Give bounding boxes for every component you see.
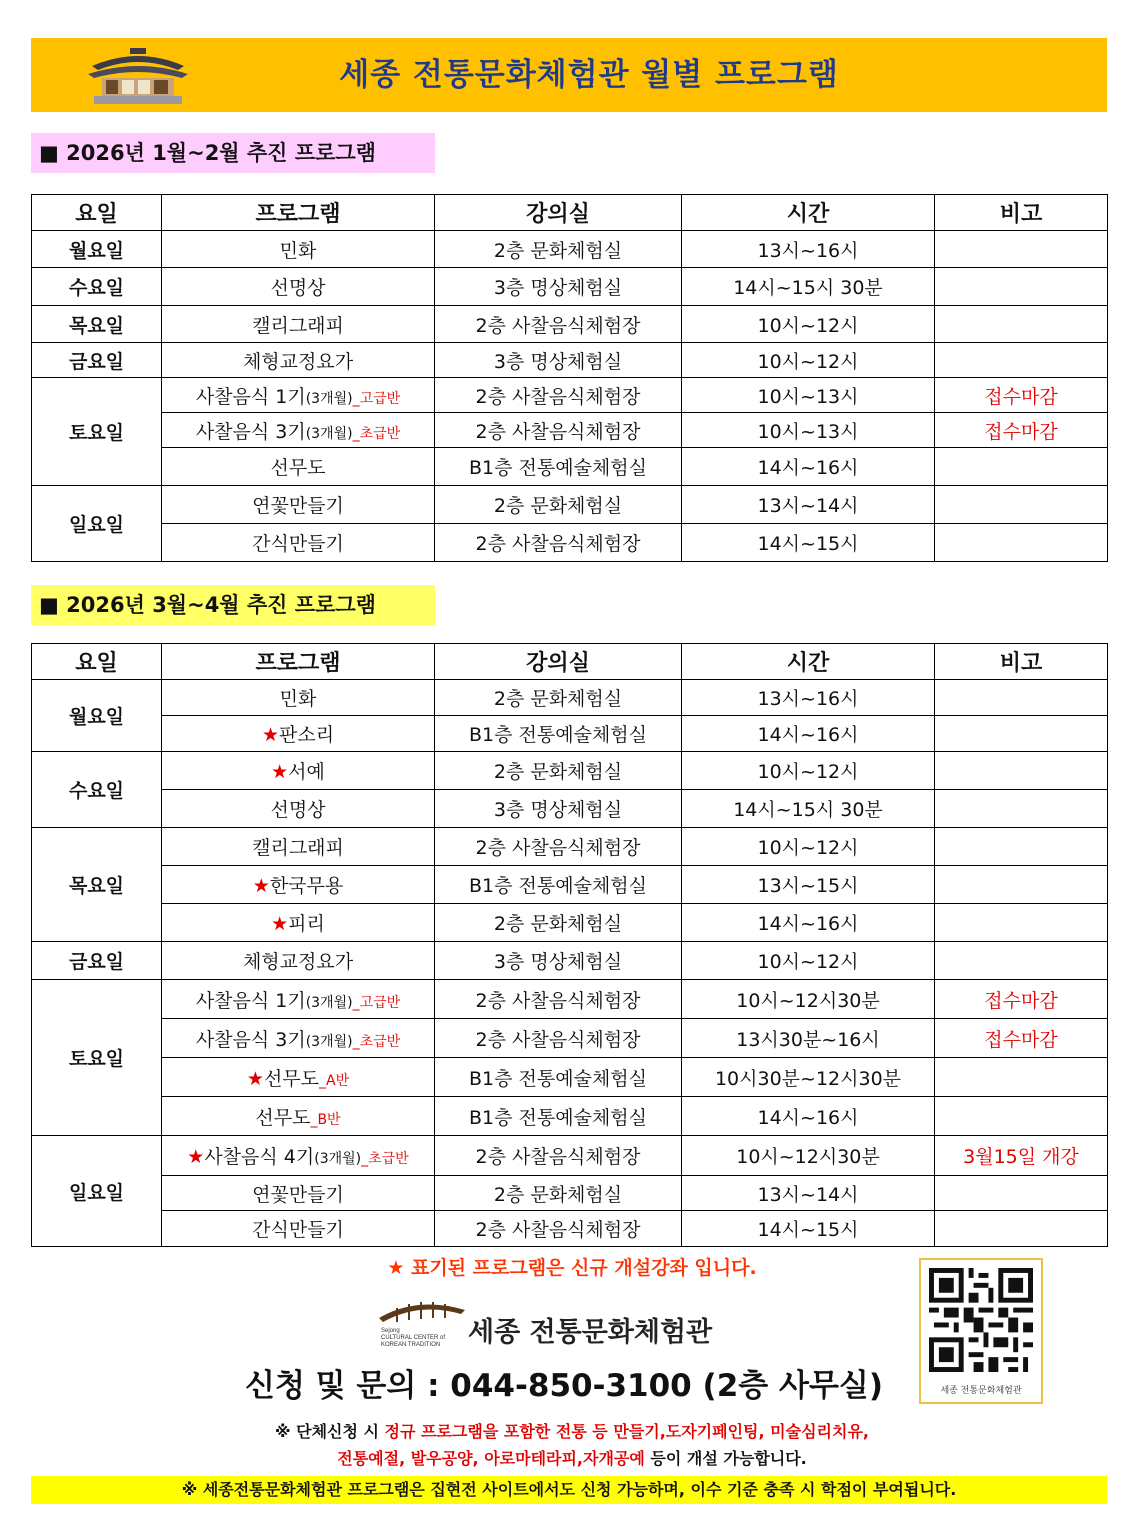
program-cell: 간식만들기 — [162, 524, 435, 562]
time-cell: 14시~16시 — [682, 1097, 935, 1136]
table-row — [32, 866, 1108, 904]
note-cell: 3월15일 개강 — [935, 1136, 1108, 1176]
table-header-row — [32, 644, 1108, 680]
time-cell: 14시~16시 — [682, 448, 935, 486]
day-cell: 토요일 — [32, 980, 162, 1136]
note-cell — [935, 1097, 1108, 1136]
note-cell — [935, 790, 1108, 828]
note-cell — [935, 343, 1108, 378]
time-cell: 10시~12시 — [682, 306, 935, 343]
logo-name: 세종 전통문화체험관 — [468, 1317, 713, 1348]
section1-title: ■ 2026년 1월~2월 추진 프로그램 — [31, 133, 435, 173]
day-cell: 토요일 — [32, 378, 162, 486]
room-cell: B1층 전통예술체험실 — [435, 866, 682, 904]
table-row — [32, 343, 1108, 378]
note-cell — [935, 866, 1108, 904]
logo-en-line3: KOREAN TRADITION — [381, 1342, 441, 1348]
program-cell — [162, 1019, 435, 1058]
program-duration: (3개월) — [305, 425, 353, 442]
day-cell: 수요일 — [32, 268, 162, 306]
program-cell: 연꽃만들기 — [162, 486, 435, 524]
col-header: 비고 — [935, 195, 1108, 231]
program-cell — [162, 378, 435, 413]
logo-en-line1: Sejong — [381, 1328, 400, 1334]
table-row — [32, 790, 1108, 828]
program-cell — [162, 1097, 435, 1136]
col-header: 비고 — [935, 644, 1108, 680]
table-row — [32, 942, 1108, 980]
qr-code[interactable] — [919, 1258, 1043, 1404]
note-cell — [935, 306, 1108, 343]
schedule-table-jan-feb — [31, 194, 1108, 562]
program-duration: (3개월) — [305, 994, 353, 1011]
room-cell: 2층 문화체험실 — [435, 680, 682, 716]
program-cell — [162, 904, 435, 942]
col-header: 요일 — [32, 644, 162, 680]
program-name: 피리 — [288, 913, 325, 935]
table-header-row — [32, 195, 1108, 231]
time-cell: 14시~16시 — [682, 716, 935, 752]
room-cell: B1층 전통예술체험실 — [435, 448, 682, 486]
day-cell: 일요일 — [32, 486, 162, 562]
program-level: _고급반 — [352, 390, 401, 407]
program-cell: 선명상 — [162, 790, 435, 828]
program-name: 서예 — [288, 761, 325, 783]
room-cell: B1층 전통예술체험실 — [435, 716, 682, 752]
new-star-icon: ★ — [261, 724, 279, 746]
note-cell — [935, 942, 1108, 980]
time-cell: 10시~12시 — [682, 343, 935, 378]
group-note-highlight2: 전통예절, 발우공양, 아로마테라피,자개공예 — [337, 1449, 645, 1468]
col-header: 요일 — [32, 195, 162, 231]
table-row — [32, 904, 1108, 942]
note-cell — [935, 268, 1108, 306]
program-cell: 캘리그래피 — [162, 828, 435, 866]
program-duration: (3개월) — [314, 1151, 362, 1167]
new-star-icon: ★ — [252, 875, 270, 897]
program-cell: 연꽃만들기 — [162, 1176, 435, 1211]
program-level: _초급반 — [352, 1033, 401, 1050]
table-row — [32, 268, 1108, 306]
time-cell: 10시~13시 — [682, 413, 935, 448]
time-cell: 14시~16시 — [682, 904, 935, 942]
table-row — [32, 1019, 1108, 1058]
col-header: 시간 — [682, 195, 935, 231]
note-cell — [935, 904, 1108, 942]
table-row — [32, 448, 1108, 486]
contact-line: 신청 및 문의 : 044-850-3100 (2층 사무실) — [245, 1368, 884, 1404]
program-level: _B반 — [310, 1111, 341, 1128]
program-cell — [162, 980, 435, 1019]
day-cell: 월요일 — [32, 680, 162, 752]
qr-caption: 세종 전통문화체험관 — [940, 1386, 1022, 1396]
time-cell: 13시~14시 — [682, 486, 935, 524]
table-row — [32, 1176, 1108, 1211]
table-row — [32, 378, 1108, 413]
program-cell: 체형교정요가 — [162, 343, 435, 378]
room-cell: 2층 사찰음식체험장 — [435, 1136, 682, 1176]
program-cell — [162, 716, 435, 752]
table-row — [32, 1058, 1108, 1097]
table-row — [32, 486, 1108, 524]
room-cell: 2층 사찰음식체험장 — [435, 1211, 682, 1247]
time-cell: 13시30분~16시 — [682, 1019, 935, 1058]
program-cell — [162, 752, 435, 790]
room-cell: 2층 사찰음식체험장 — [435, 524, 682, 562]
new-star-icon: ★ — [187, 1146, 205, 1168]
col-header: 프로그램 — [162, 644, 435, 680]
room-cell: 2층 사찰음식체험장 — [435, 980, 682, 1019]
note-cell — [935, 486, 1108, 524]
time-cell: 10시~12시 — [682, 942, 935, 980]
new-star-icon: ★ — [246, 1067, 264, 1090]
logo-en-line2: CULTURAL CENTER of — [381, 1335, 446, 1341]
page-title: 세종 전통문화체험관 월별 프로그램 — [339, 57, 839, 93]
day-cell: 수요일 — [32, 752, 162, 828]
group-note-highlight1: 정규 프로그램을 포함한 전통 등 만들기,도자기페인팅, 미술심리치유, — [384, 1422, 869, 1441]
program-name: 판소리 — [278, 724, 335, 746]
program-cell: 캘리그래피 — [162, 306, 435, 343]
time-cell: 13시~16시 — [682, 231, 935, 268]
note-cell — [935, 828, 1108, 866]
day-cell: 일요일 — [32, 1136, 162, 1247]
group-application-note — [0, 1418, 1144, 1472]
room-cell: 2층 문화체험실 — [435, 486, 682, 524]
header-banner — [31, 38, 1107, 112]
time-cell: 13시~15시 — [682, 866, 935, 904]
program-cell: 민화 — [162, 680, 435, 716]
time-cell: 10시~13시 — [682, 378, 935, 413]
room-cell: 2층 사찰음식체험장 — [435, 378, 682, 413]
room-cell: 2층 사찰음식체험장 — [435, 413, 682, 448]
day-cell: 금요일 — [32, 942, 162, 980]
group-note-prefix: ※ 단체신청 시 — [275, 1422, 385, 1441]
room-cell: 3층 명상체험실 — [435, 790, 682, 828]
table-row — [32, 1136, 1108, 1176]
time-cell: 14시~15시 30분 — [682, 790, 935, 828]
col-header: 시간 — [682, 644, 935, 680]
note-cell: 접수마감 — [935, 413, 1108, 448]
program-cell: 선명상 — [162, 268, 435, 306]
time-cell: 13시~14시 — [682, 1176, 935, 1211]
room-cell: 3층 명상체험실 — [435, 268, 682, 306]
note-cell: 접수마감 — [935, 1019, 1108, 1058]
program-name: 한국무용 — [269, 875, 344, 897]
table-row — [32, 752, 1108, 790]
program-name: 사찰음식 1기 — [195, 385, 306, 408]
note-cell — [935, 524, 1108, 562]
table-row — [32, 1097, 1108, 1136]
col-header: 강의실 — [435, 195, 682, 231]
note-cell — [935, 1058, 1108, 1097]
program-duration: (3개월) — [305, 1033, 353, 1050]
time-cell: 10시~12시30분 — [682, 1136, 935, 1176]
day-cell: 금요일 — [32, 343, 162, 378]
room-cell: 2층 문화체험실 — [435, 1176, 682, 1211]
program-level: _초급반 — [361, 1151, 409, 1167]
day-cell: 목요일 — [32, 306, 162, 343]
time-cell: 14시~15시 30분 — [682, 268, 935, 306]
new-course-note: ★ 표기된 프로그램은 신규 개설강좌 입니다. — [387, 1257, 757, 1279]
program-name: 선무도 — [255, 1106, 311, 1129]
time-cell: 14시~15시 — [682, 524, 935, 562]
table-row — [32, 306, 1108, 343]
table-row — [32, 680, 1108, 716]
table-row — [32, 828, 1108, 866]
program-level: _초급반 — [352, 425, 401, 442]
program-cell — [162, 866, 435, 904]
day-cell: 월요일 — [32, 231, 162, 268]
col-header: 강의실 — [435, 644, 682, 680]
day-cell: 목요일 — [32, 828, 162, 942]
table-row — [32, 231, 1108, 268]
program-name: 선무도 — [263, 1067, 319, 1090]
room-cell: 2층 사찰음식체험장 — [435, 1019, 682, 1058]
program-name: 사찰음식 3기 — [195, 1028, 306, 1051]
room-cell: 2층 문화체험실 — [435, 231, 682, 268]
program-cell: 민화 — [162, 231, 435, 268]
note-cell — [935, 448, 1108, 486]
note-cell — [935, 716, 1108, 752]
room-cell: 2층 사찰음식체험장 — [435, 828, 682, 866]
table-row — [32, 524, 1108, 562]
program-cell — [162, 1058, 435, 1097]
program-level: _A반 — [319, 1072, 350, 1089]
time-cell: 13시~16시 — [682, 680, 935, 716]
note-cell — [935, 231, 1108, 268]
time-cell: 10시30분~12시30분 — [682, 1058, 935, 1097]
time-cell: 10시~12시 — [682, 828, 935, 866]
note-cell: 접수마감 — [935, 980, 1108, 1019]
program-cell — [162, 413, 435, 448]
group-note-suffix: 등이 개설 가능합니다. — [644, 1449, 807, 1468]
room-cell: 2층 문화체험실 — [435, 752, 682, 790]
program-name: 사찰음식 4기 — [204, 1146, 315, 1168]
new-star-icon: ★ — [271, 913, 289, 935]
program-level: _고급반 — [352, 994, 401, 1011]
program-cell: 체형교정요가 — [162, 942, 435, 980]
room-cell: 2층 문화체험실 — [435, 904, 682, 942]
table-row — [32, 716, 1108, 752]
room-cell: 3층 명상체험실 — [435, 942, 682, 980]
note-cell: 접수마감 — [935, 378, 1108, 413]
schedule-table-mar-apr — [31, 643, 1108, 1247]
note-cell — [935, 680, 1108, 716]
time-cell: 10시~12시30분 — [682, 980, 935, 1019]
note-cell — [935, 1176, 1108, 1211]
note-cell — [935, 1211, 1108, 1247]
section2-title: ■ 2026년 3월~4월 추진 프로그램 — [31, 585, 435, 625]
new-star-icon: ★ — [271, 761, 289, 783]
footer-note: ※ 세종전통문화체험관 프로그램은 집현전 사이트에서도 신청 가능하며, 이수 기준 충족 시 학점이 부여됩니다. — [31, 1476, 1107, 1504]
room-cell: 2층 사찰음식체험장 — [435, 306, 682, 343]
note-cell — [935, 752, 1108, 790]
program-duration: (3개월) — [305, 390, 353, 407]
table-row — [32, 980, 1108, 1019]
program-cell: 간식만들기 — [162, 1211, 435, 1247]
program-cell — [162, 1136, 435, 1176]
table-row — [32, 1211, 1108, 1247]
room-cell: B1층 전통예술체험실 — [435, 1097, 682, 1136]
program-cell: 선무도 — [162, 448, 435, 486]
hanok-house-icon — [86, 44, 190, 106]
col-header: 프로그램 — [162, 195, 435, 231]
room-cell: B1층 전통예술체험실 — [435, 1058, 682, 1097]
table-row — [32, 413, 1108, 448]
program-name: 사찰음식 1기 — [195, 989, 306, 1012]
qr-code-icon — [929, 1268, 1033, 1372]
room-cell: 3층 명상체험실 — [435, 343, 682, 378]
time-cell: 10시~12시 — [682, 752, 935, 790]
time-cell: 14시~15시 — [682, 1211, 935, 1247]
program-name: 사찰음식 3기 — [195, 420, 306, 443]
